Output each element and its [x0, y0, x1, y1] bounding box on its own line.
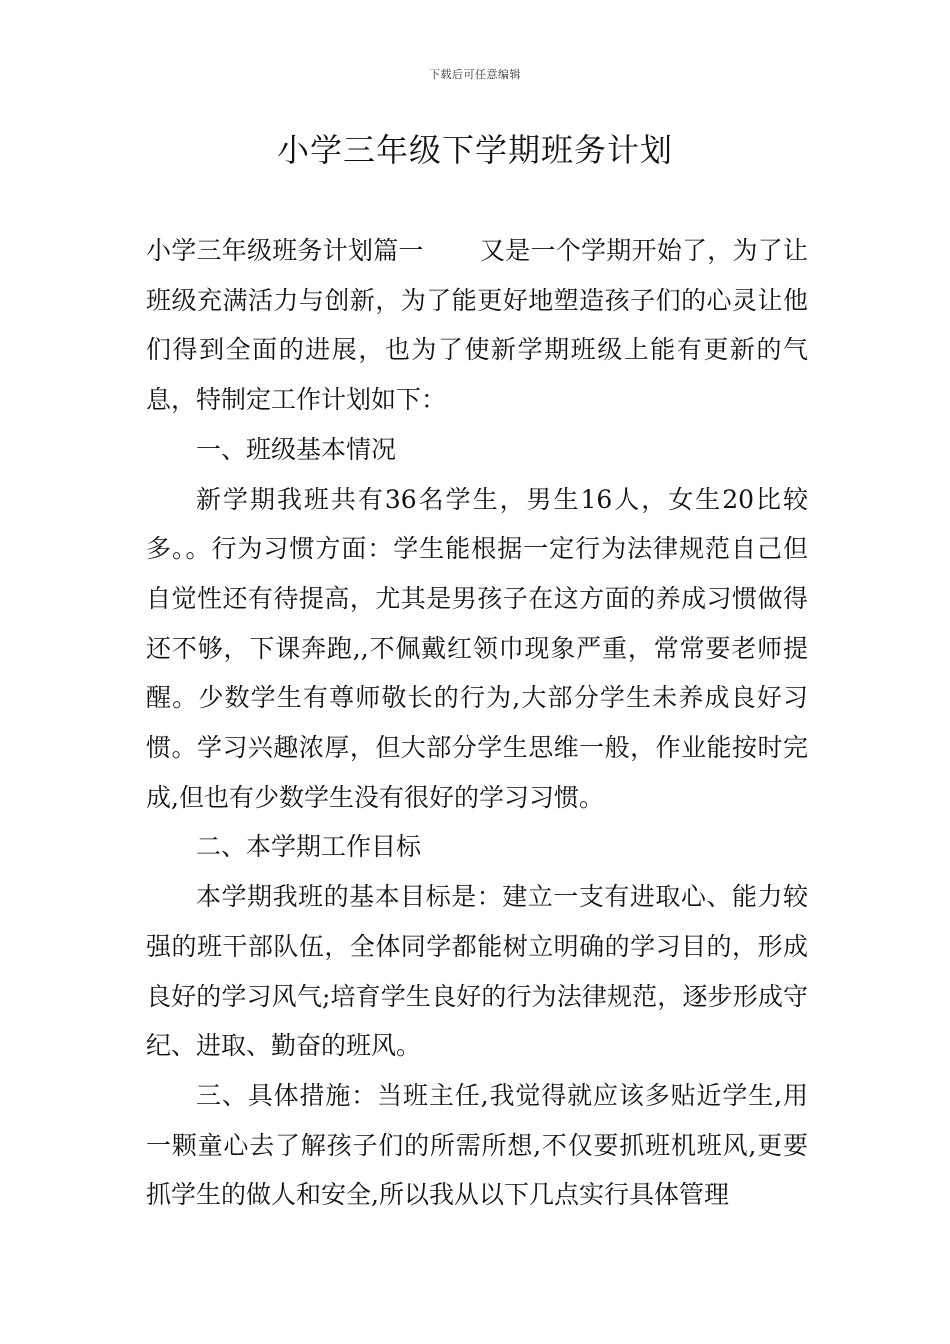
intro-label: 小学三年级班务计划篇一	[146, 236, 424, 265]
section-paragraph-1: 新学期我班共有36名学生，男生16人，女生20比较多。。行为习惯方面：学生能根据一定行为法律规范自己但自觉性还有待提高，尤其是男孩子在这方面的养成习惯做得还不够，下课奔跑,,不佩戴红领巾现象严重，常常要老师提醒。少数学生有尊师敬长的行为,大部分学生未养成良好习惯。学习兴趣浓厚，但大部分学生思维一般，作业能按时完成,但也有少数学生没有很好的学习习惯。	[146, 484, 808, 812]
intro-text: 又是一个学期开始了，为了让班级充满活力与创新，为了能更好地塑造孩子们的心灵让他们得到全面的进展，也为了使新学期班级上能有更新的气息，特制定工作计划如下：	[146, 236, 808, 415]
document-title: 小学三年级下学期班务计划	[276, 131, 673, 169]
intro-paragraph	[146, 226, 808, 425]
header-note: 下载后可任意编辑	[429, 68, 521, 81]
document-body	[146, 226, 808, 1220]
section-heading-2: 二、本学期工作目标	[196, 832, 422, 862]
section-paragraph-2: 本学期我班的基本目标是：建立一支有进取心、能力较强的班干部队伍，全体同学都能树立明确的学习目的，形成良好的学习风气;培育学生良好的行为法律规范，逐步形成守纪、进取、勤奋的班风。	[146, 882, 808, 1061]
section-heading-1: 一、班级基本情况	[196, 434, 397, 464]
measures-paragraph: 三、具体措施：当班主任,我觉得就应该多贴近学生,用一颗童心去了解孩子们的所需所想,不仅要抓班机班风,更要抓学生的做人和安全,所以我从以下几点实行具体管理	[146, 1080, 808, 1210]
